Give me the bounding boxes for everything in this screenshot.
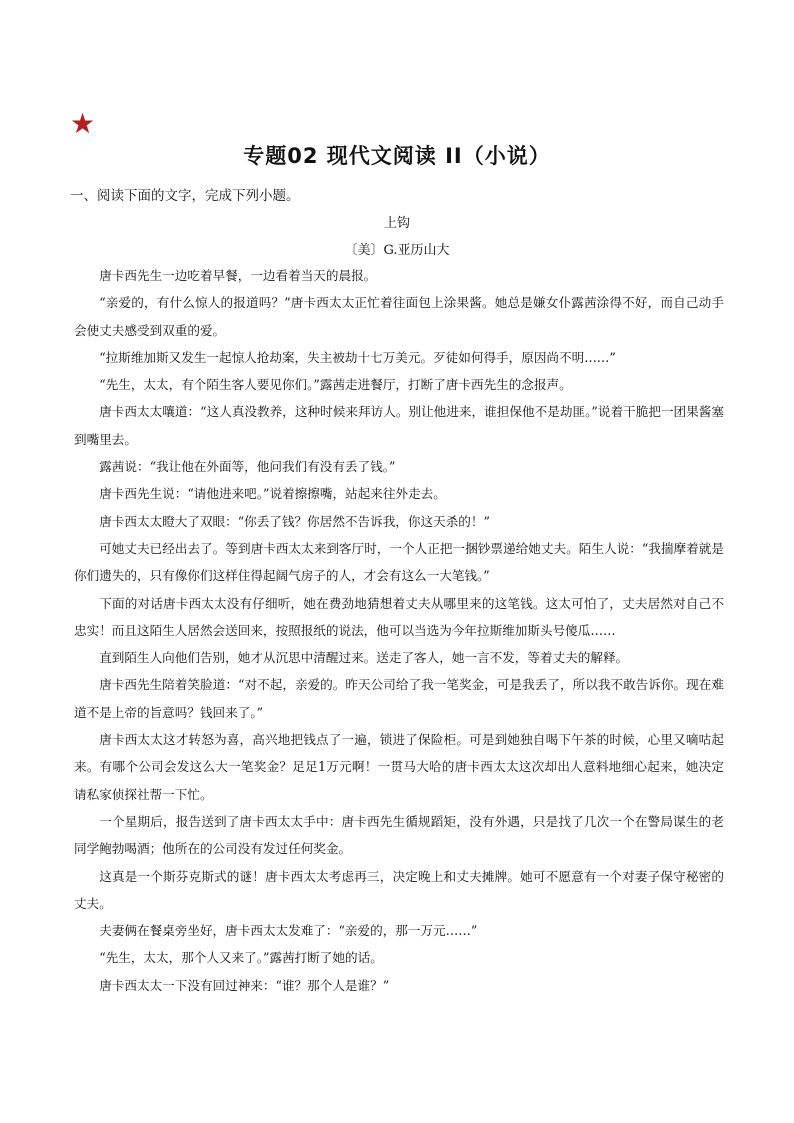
paragraph: “先生，太太，那个人又来了。”露茜打断了她的话。 [99, 950, 383, 966]
paragraph: 这真是一个斯芬克斯式的谜！唐卡西太太考虑再三，决定晚上和丈夫摊牌。她可不愿意有一个对妻子保守秘密的丈夫。 [74, 868, 724, 911]
paragraph: 直到陌生人向他们告别，她才从沉思中清醒过来。送走了客人，她一言不发，等着丈夫的解释。 [99, 650, 629, 666]
paragraph: “亲爱的，有什么惊人的报道吗？”唐卡西太太正忙着往面包上涂果酱。她总是嫌女仆露茜涂得不好，而自己动手会使丈夫感受到双重的爱。 [74, 295, 724, 338]
paragraph: 唐卡西先生一边吃着早餐，一边看着当天的晨报。 [99, 268, 377, 283]
paragraph: 下面的对话唐卡西太太没有仔细听，她在费劲地猜想着丈夫从哪里来的这笔钱。这太可怕了，丈夫居然对自己不忠实！而且这陌生人居然会送回来，按照报纸的说法，他可以当选为今年拉斯维加斯头号傻瓜…… [74, 595, 724, 638]
paragraph: 一个星期后，报告送到了唐卡西太太手中：唐卡西先生循规蹈矩，没有外遇，只是找了几次一个在警局谋生的老同学鲍勃喝酒；他所在的公司没有发过任何奖金。 [74, 813, 724, 857]
paragraph: 唐卡西太太这才转怒为喜，高兴地把钱点了一遍，锁进了保险柜。可是到她独自喝下午茶的时候，心里又嘀咕起来。有哪个公司会发这么大一笔奖金？足足1万元啊！一贯马大哈的唐卡西太太这次却出人意料地细心起来，她决定请私家侦探社帮一下忙。 [74, 732, 724, 802]
paragraph: 唐卡西太太瞪大了双眼：“你丢了钱？你居然不告诉我，你这天杀的！” [99, 513, 490, 529]
question-instruction: 一、阅读下面的文字，完成下列小题。 [70, 188, 300, 204]
paragraph: 唐卡西太太嚷道：“这人真没教养，这种时候来拜访人。别让他进来，谁担保他不是劫匪。”说着干脆把一团果酱塞到嘴里去。 [74, 404, 724, 447]
star-icon: ★ [70, 107, 96, 140]
paragraph: 露茜说：“我让他在外面等，他问我们有没有丢了钱。” [99, 459, 396, 475]
paragraph: “拉斯维加斯又发生一起惊人抢劫案，失主被劫十七万美元。歹徒如何得手，原因尚不明……” [99, 349, 616, 365]
paragraph: 可她丈夫已经出去了。等到唐卡西太太来到客厅时，一个人正把一捆钞票递给她丈夫。陌生人说：“我揣摩着就是你们遗失的，只有像你们这样住得起阔气房子的人，才会有这么一大笔钱。” [74, 540, 724, 584]
paragraph: 唐卡西先生说：“请他进来吧。”说着擦擦嘴，站起来往外走去。 [99, 486, 446, 502]
story-body [74, 262, 724, 999]
page-title: 专题02 现代文阅读 II（小说） [243, 144, 551, 168]
paragraph: 唐卡西先生陪着笑脸道：“对不起，亲爱的。昨天公司给了我一笔奖金，可是我丢了，所以我不敢告诉你。现在难道不是上帝的旨意吗？钱回来了。” [74, 677, 724, 720]
paragraph: 唐卡西太太一下没有回过神来：“谁？那个人是谁？” [99, 977, 390, 993]
paragraph: 夫妻俩在餐桌旁坐好，唐卡西太太发难了：“亲爱的，那一万元……” [99, 923, 478, 939]
story-author: 〔美〕G.亚历山大 [344, 243, 450, 258]
paragraph: “先生，太太，有个陌生客人要见你们。”露茜走进餐厅，打断了唐卡西先生的念报声。 [99, 377, 572, 393]
story-title: 上钩 [383, 216, 410, 231]
